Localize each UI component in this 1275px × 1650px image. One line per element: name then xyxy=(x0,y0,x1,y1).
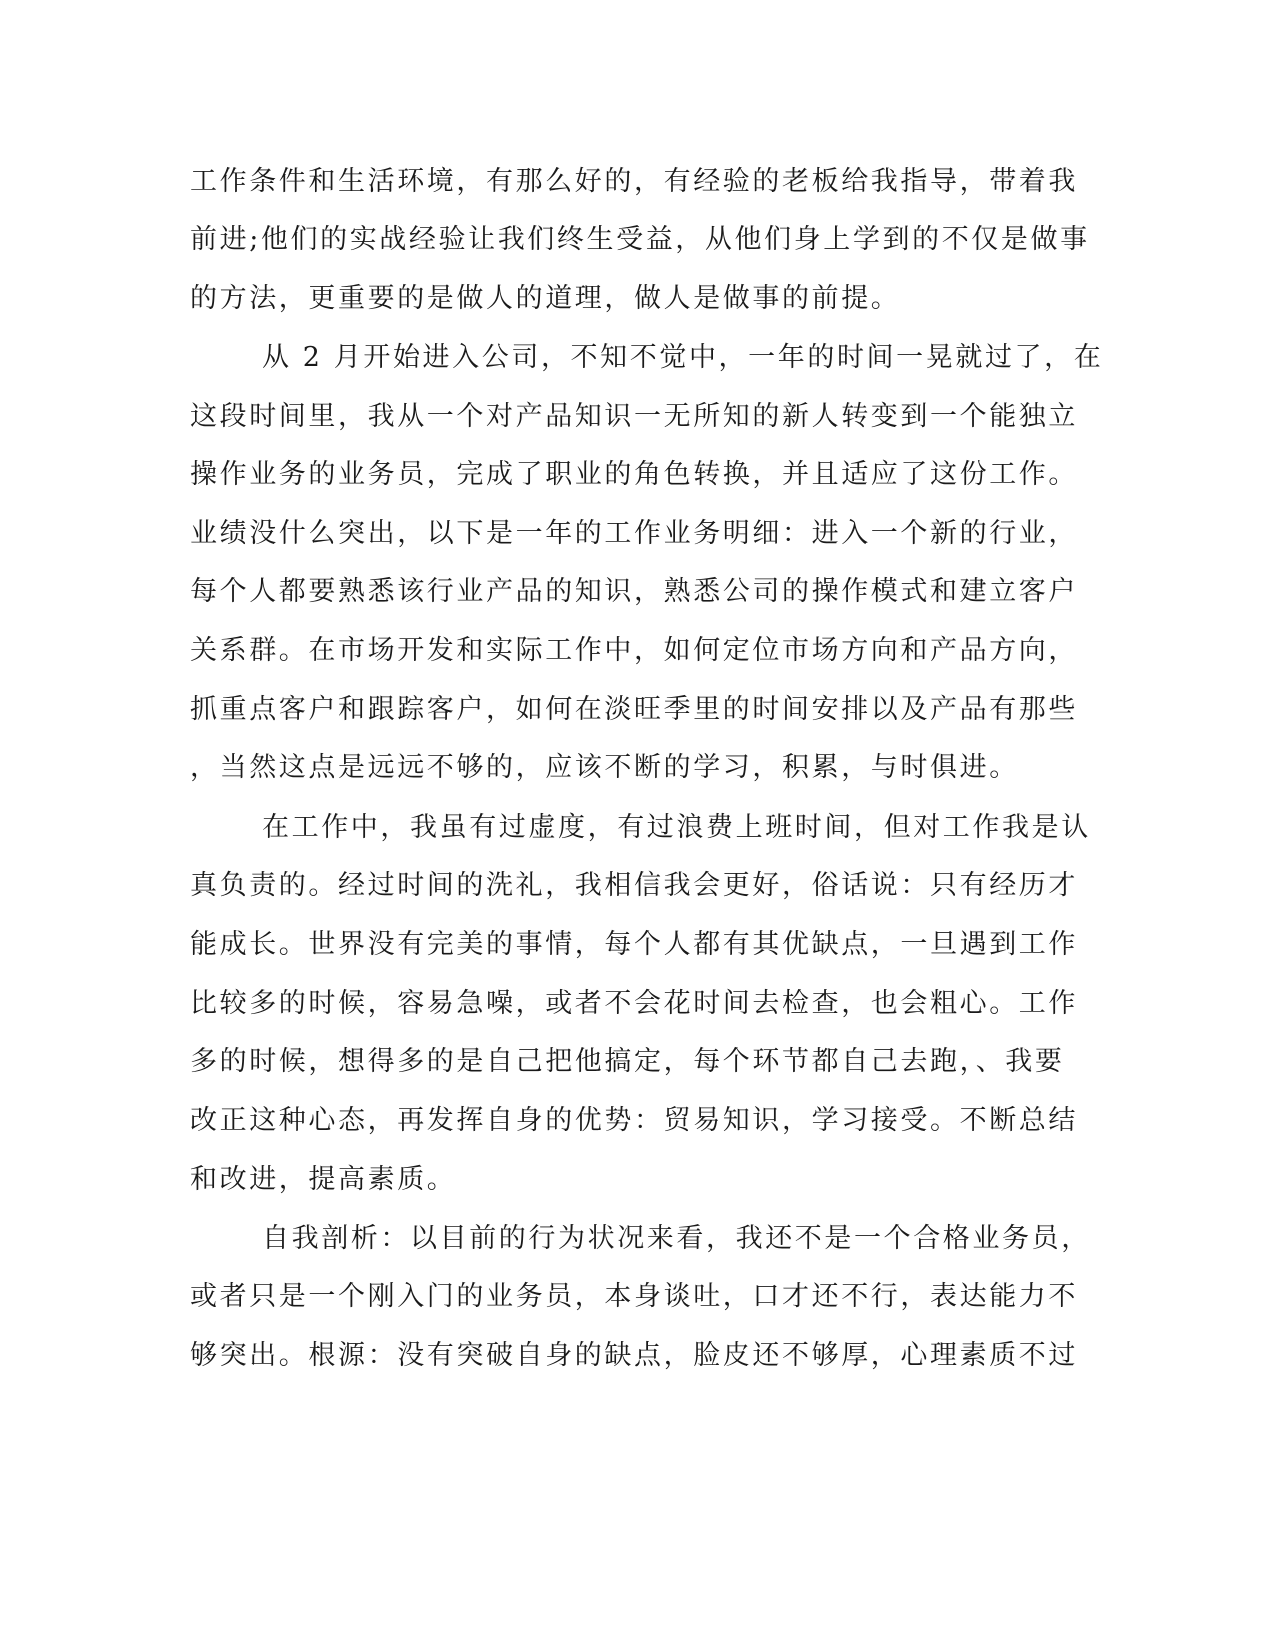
text-line: 关系群。在市场开发和实际工作中，如何定位市场方向和产品方向， xyxy=(190,635,1078,666)
text-line: 够突出。根源：没有突破自身的缺点，脸皮还不够厚，心理素质不过 xyxy=(190,1340,1078,1371)
text-line: 真负责的。经过时间的洗礼，我相信我会更好，俗话说：只有经历才 xyxy=(190,870,1078,901)
paragraph-start-line: 从 2 月开始进入公司，不知不觉中，一年的时间一晃就过了，在 xyxy=(262,342,1104,373)
text-line: ，当然这点是远远不够的，应该不断的学习，积累，与时俱进。 xyxy=(190,752,1019,783)
text-line: 这段时间里，我从一个对产品知识一无所知的新人转变到一个能独立 xyxy=(190,401,1078,432)
text-line: 抓重点客户和跟踪客户，如何在淡旺季里的时间安排以及产品有那些 xyxy=(190,694,1078,725)
text-line: 或者只是一个刚入门的业务员，本身谈吐，口才还不行，表达能力不 xyxy=(190,1281,1078,1312)
text-line: 业绩没什么突出，以下是一年的工作业务明细：进入一个新的行业， xyxy=(190,518,1078,549)
paragraph-start-line: 自我剖析：以目前的行为状况来看，我还不是一个合格业务员， xyxy=(262,1223,1091,1254)
text-line: 工作条件和生活环境，有那么好的，有经验的老板给我指导，带着我 xyxy=(190,166,1078,197)
text-line: 的方法，更重要的是做人的道理，做人是做事的前提。 xyxy=(190,283,901,314)
text-line: 比较多的时候，容易急噪，或者不会花时间去检查，也会粗心。工作 xyxy=(190,988,1078,1019)
text-line: 前进;他们的实战经验让我们终生受益，从他们身上学到的不仅是做事 xyxy=(190,224,1090,255)
text-line: 操作业务的业务员，完成了职业的角色转换，并且适应了这份工作。 xyxy=(190,459,1078,490)
text-line: 多的时候，想得多的是自己把他搞定，每个环节都自己去跑，、我要 xyxy=(190,1046,1065,1077)
text-line: 和改进，提高素质。 xyxy=(190,1164,457,1195)
paragraph-start-line: 在工作中，我虽有过虚度，有过浪费上班时间，但对工作我是认 xyxy=(262,812,1091,843)
text-line: 改正这种心态，再发挥自身的优势：贸易知识，学习接受。不断总结 xyxy=(190,1105,1078,1136)
text-line: 每个人都要熟悉该行业产品的知识，熟悉公司的操作模式和建立客户 xyxy=(190,576,1078,607)
text-line: 能成长。世界没有完美的事情，每个人都有其优缺点，一旦遇到工作 xyxy=(190,929,1078,960)
